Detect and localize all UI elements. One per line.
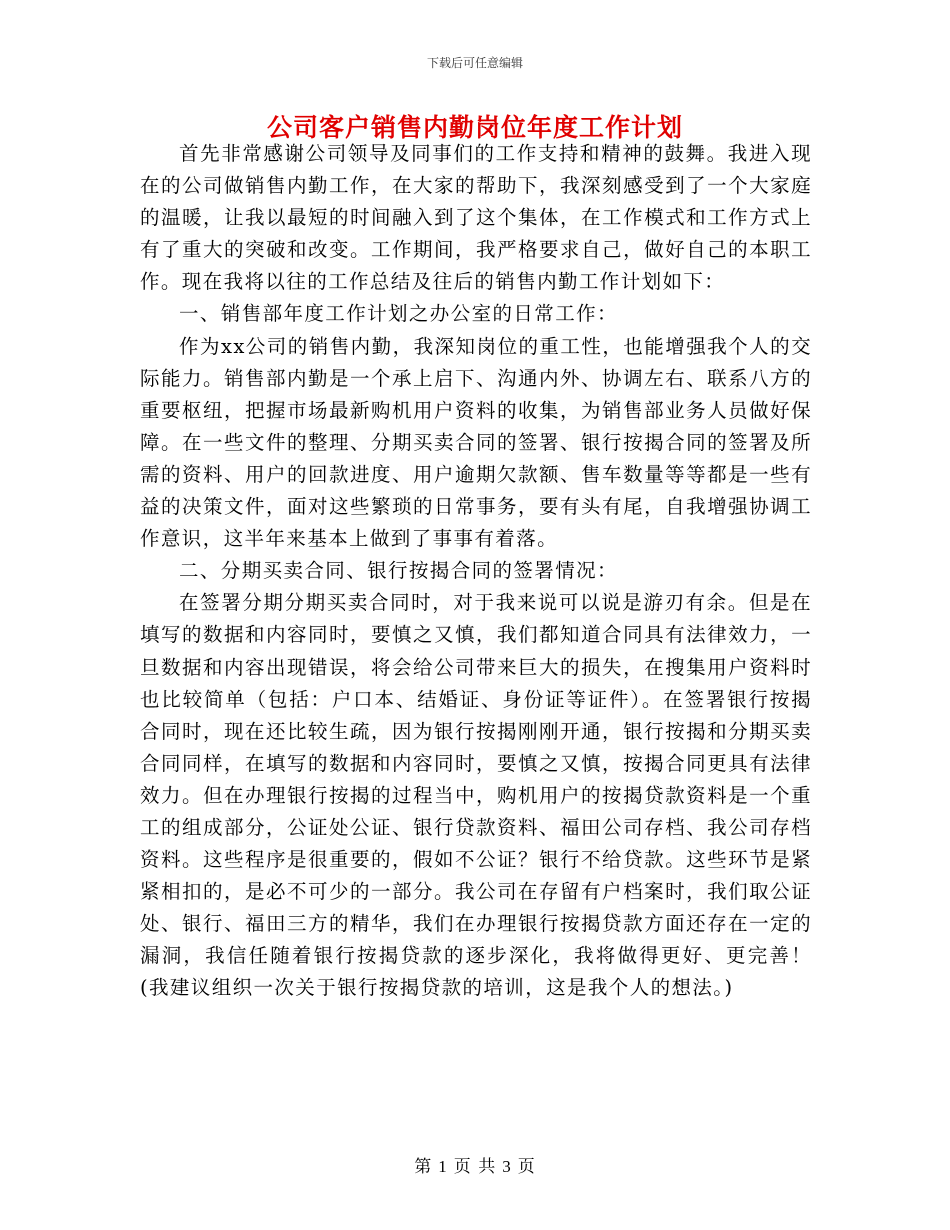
page-total: 3 — [502, 1157, 512, 1176]
page-middle: 页 共 — [453, 1157, 497, 1177]
page-footer — [0, 1152, 950, 1177]
document-body — [140, 138, 812, 1005]
page-prefix: 第 — [414, 1157, 433, 1177]
paragraph-intro: 首先非常感谢公司领导及同事们的工作支持和精神的鼓舞。我进入现在的公司做销售内勤工作，在大家的帮助下，我深刻感受到了一个大家庭的温暖，让我以最短的时间融入到了这个集体，在工作模式和工作方式上有了重大的突破和改变。工作期间，我严格要求自己，做好自己的本职工作。现在我将以往的工作总结及往后的销售内勤工作计划如下： — [140, 142, 812, 294]
header-note: 下载后可任意编辑 — [426, 56, 523, 70]
document-title: 公司客户销售内勤岗位年度工作计划 — [266, 113, 683, 142]
page-suffix: 页 — [517, 1157, 536, 1177]
paragraph-section-1: 作为xx公司的销售内勤，我深知岗位的重工性，也能增强我个人的交际能力。销售部内勤是一个承上启下、沟通内外、协调左右、联系八方的重要枢纽，把握市场最新购机用户资料的收集，为销售部业务人员做好保障。在一些文件的整理、分期买卖合同的签署、银行按揭合同的签署及所需的资料、用户的回款进度、用户逾期欠款额、售车数量等等都是一些有益的决策文件，面对这些繁琐的日常事务，要有头有尾，自我增强协调工作意识，这半年来基本上做到了事事有着落。 — [140, 334, 812, 551]
section-heading-1: 一、销售部年度工作计划之办公室的日常工作： — [179, 302, 618, 326]
paragraph-section-2: 在签署分期分期买卖合同时，对于我来说可以说是游刃有余。但是在填写的数据和内容同时，要慎之又慎，我们都知道合同具有法律效力，一旦数据和内容出现错误，将会给公司带来巨大的损失，在搜集用户资料时也比较简单（包括：户口本、结婚证、身份证等证件）。在签署银行按揭合同时，现在还比较生疏，因为银行按揭刚刚开通，银行按揭和分期买卖合同同样，在填写的数据和内容同时，要慎之又慎，按揭合同更具有法律效力。但在办理银行按揭的过程当中，购机用户的按揭贷款资料是一个重工的组成部分，公证处公证、银行贷款资料、福田公司存档、我公司存档资料。这些程序是很重要的，假如不公证？银行不给贷款。这些环节是紧紧相扣的，是必不可少的一部分。我公司在存留有户档案时，我们取公证处、银行、福田三方的精华，我们在办理银行按揭贷款方面还存在一定的漏洞，我信任随着银行按揭贷款的逐步深化，我将做得更好、更完善！(我建议组织一次关于银行按揭贷款的培训，这是我个人的想法。) — [140, 591, 812, 1000]
section-heading-2: 二、分期买卖合同、银行按揭合同的签署情况： — [179, 559, 618, 583]
page-number: 1 — [438, 1157, 448, 1176]
